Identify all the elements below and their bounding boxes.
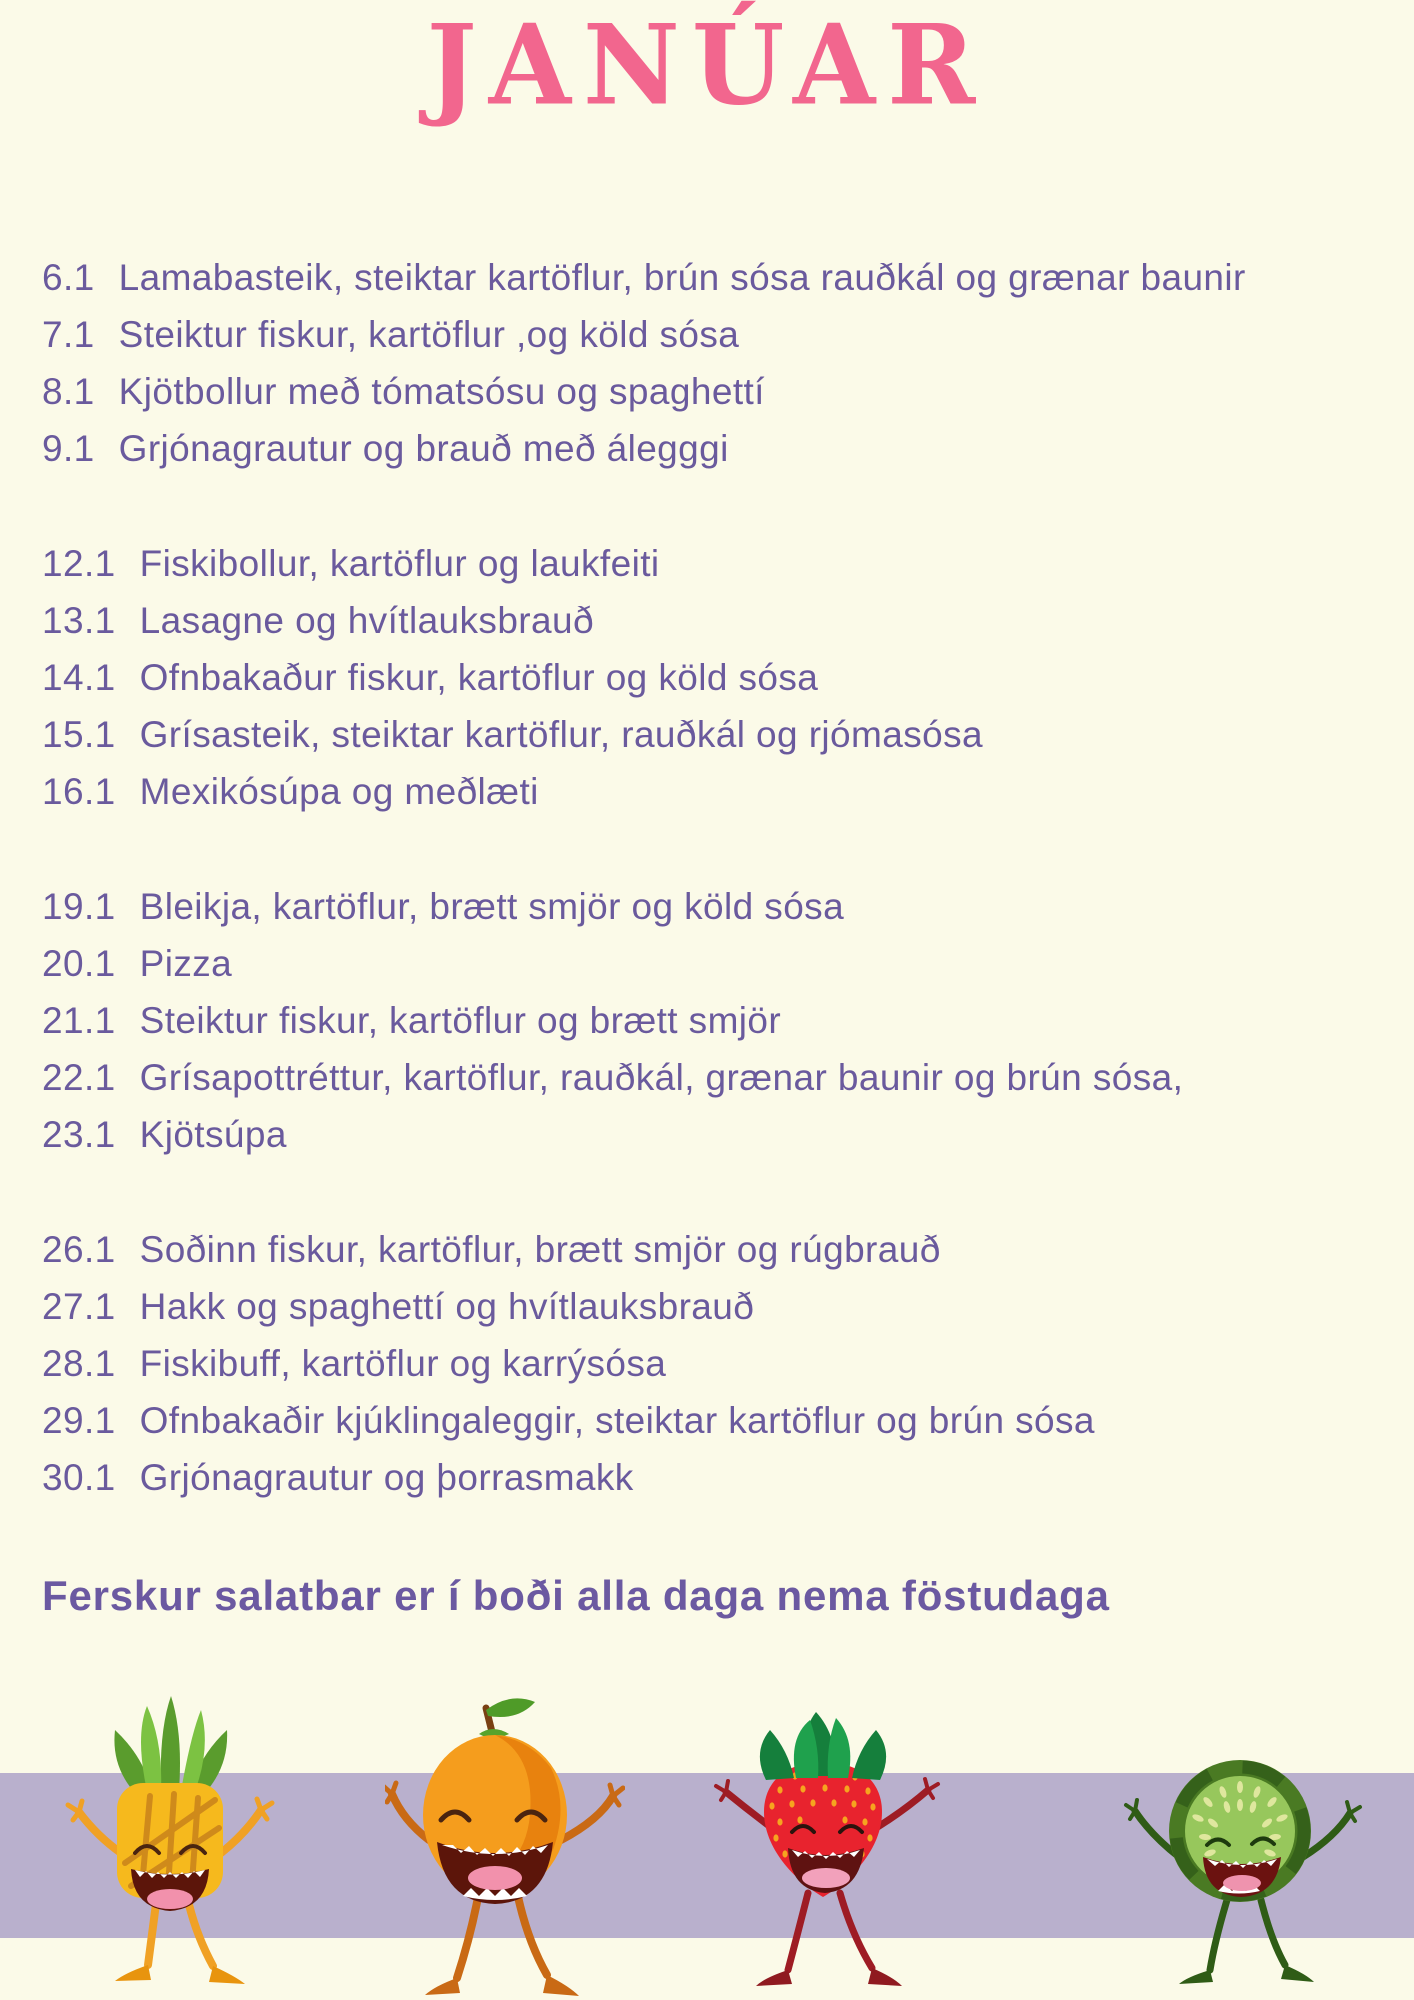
menu-item xyxy=(42,878,1392,935)
menu-item xyxy=(42,249,1392,306)
menu-item-text: Grísasteik, steiktar kartöflur, rauðkál og rjómasósa xyxy=(139,714,983,755)
menu-week xyxy=(42,249,1392,477)
menu-item-text: Lamabasteik, steiktar kartöflur, brún sósa rauðkál og grænar baunir xyxy=(118,257,1246,298)
menu-item xyxy=(42,649,1392,706)
menu-item-date: 22.1 xyxy=(42,1057,116,1098)
menu-item xyxy=(42,1449,1392,1506)
menu-item-date: 19.1 xyxy=(42,886,116,927)
cucumber-character-icon xyxy=(1115,1745,1375,1995)
menu-item xyxy=(42,1278,1392,1335)
menu-item-date: 26.1 xyxy=(42,1229,116,1270)
menu-item-text: Fiskibollur, kartöflur og laukfeiti xyxy=(139,543,660,584)
menu-item-date: 23.1 xyxy=(42,1114,116,1155)
menu-item-text: Mexikósúpa og meðlæti xyxy=(139,771,539,812)
menu-item xyxy=(42,1335,1392,1392)
pineapple-character-icon xyxy=(55,1678,275,1998)
menu-item-date: 21.1 xyxy=(42,1000,116,1041)
menu-item-date: 13.1 xyxy=(42,600,116,641)
menu-item-date: 27.1 xyxy=(42,1286,116,1327)
pineapple-leaves xyxy=(114,1696,227,1793)
menu-item xyxy=(42,1221,1392,1278)
menu-item xyxy=(42,1049,1392,1106)
orange-legs xyxy=(457,1892,547,1978)
menu-item-date: 14.1 xyxy=(42,657,116,698)
menu-item-text: Soðinn fiskur, kartöflur, brætt smjör og rúgbrauð xyxy=(139,1229,941,1270)
orange-stem-leaf xyxy=(479,1698,535,1738)
menu-item-text: Kjötbollur með tómatsósu og spaghettí xyxy=(118,371,765,412)
cucumber-feet xyxy=(1179,1965,1314,1984)
menu-week xyxy=(42,535,1392,820)
menu-item-text: Ofnbakaður fiskur, kartöflur og köld sósa xyxy=(139,657,819,698)
menu-item-date: 30.1 xyxy=(42,1457,116,1498)
menu-item-text: Pizza xyxy=(139,943,233,984)
menu-item xyxy=(42,1392,1392,1449)
menu-item-date: 29.1 xyxy=(42,1400,116,1441)
strawberry-character-icon xyxy=(700,1690,950,2000)
strawberry-calyx xyxy=(760,1712,886,1780)
menu-item-text: Kjötsúpa xyxy=(139,1114,287,1155)
salad-bar-note: Ferskur salatbar er í boði alla daga nema föstudaga xyxy=(42,1572,1110,1619)
strawberry-legs xyxy=(788,1893,872,1970)
menu-item xyxy=(42,1106,1392,1163)
menu-item xyxy=(42,592,1392,649)
menu-item xyxy=(42,706,1392,763)
menu-item xyxy=(42,306,1392,363)
menu-item-date: 28.1 xyxy=(42,1343,116,1384)
menu-item-date: 16.1 xyxy=(42,771,116,812)
menu-item-text: Fiskibuff, kartöflur og karrýsósa xyxy=(139,1343,667,1384)
menu-item xyxy=(42,535,1392,592)
menu-item-date: 20.1 xyxy=(42,943,116,984)
menu-item-date: 9.1 xyxy=(42,428,95,469)
menu-item-date: 15.1 xyxy=(42,714,116,755)
menu-item-text: Ofnbakaðir kjúklingaleggir, steiktar kartöflur og brún sósa xyxy=(139,1400,1095,1441)
menu-list xyxy=(42,249,1392,1564)
menu-item-text: Hakk og spaghettí og hvítlauksbrauð xyxy=(139,1286,755,1327)
menu-item-text: Grjónagrautur og þorrasmakk xyxy=(139,1457,634,1498)
menu-item-text: Grísapottréttur, kartöflur, rauðkál, grænar baunir og brún sósa, xyxy=(139,1057,1184,1098)
menu-item-date: 7.1 xyxy=(42,314,95,355)
menu-item-text: Lasagne og hvítlauksbrauð xyxy=(139,600,594,641)
menu-item-date: 12.1 xyxy=(42,543,116,584)
menu-item-text: Steiktur fiskur, kartöflur ,og köld sósa xyxy=(118,314,740,355)
strawberry-feet xyxy=(756,1968,902,1986)
orange-feet xyxy=(425,1975,579,1996)
page-title: JANÚAR xyxy=(426,0,988,130)
menu-item-date: 8.1 xyxy=(42,371,95,412)
menu-item-text: Grjónagrautur og brauð með álegggi xyxy=(118,428,729,469)
menu-item xyxy=(42,420,1392,477)
menu-week xyxy=(42,1221,1392,1506)
menu-week xyxy=(42,878,1392,1163)
menu-item xyxy=(42,763,1392,820)
cucumber-legs xyxy=(1210,1900,1285,1970)
pineapple-feet xyxy=(115,1965,245,1984)
menu-item-text: Bleikja, kartöflur, brætt smjör og köld sósa xyxy=(139,886,845,927)
menu-item xyxy=(42,935,1392,992)
menu-item xyxy=(42,992,1392,1049)
menu-item-date: 6.1 xyxy=(42,257,95,298)
menu-item xyxy=(42,363,1392,420)
orange-character-icon xyxy=(385,1690,625,2000)
menu-item-text: Steiktur fiskur, kartöflur og brætt smjör xyxy=(139,1000,782,1041)
